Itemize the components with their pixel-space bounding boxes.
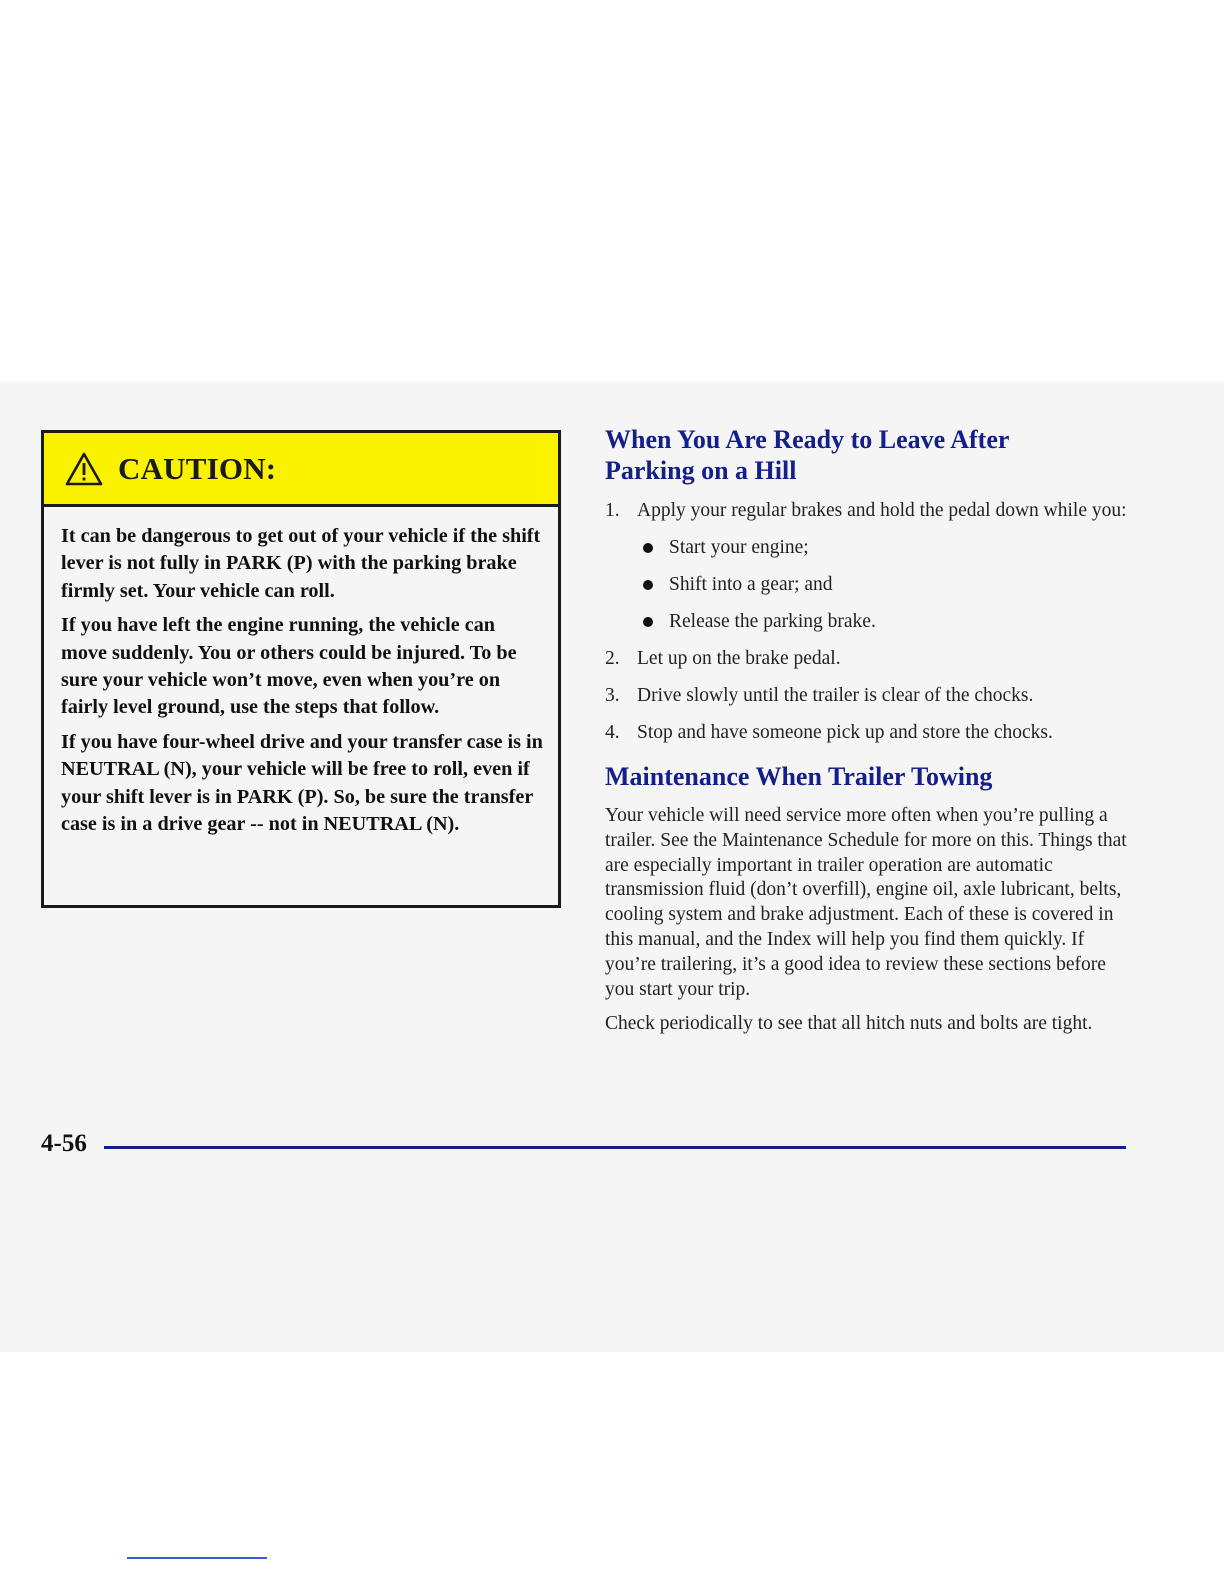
list-item — [605, 498, 1135, 523]
list-item — [605, 535, 1135, 560]
bullet-icon — [643, 543, 653, 553]
step-text: Let up on the brake pedal. — [637, 648, 841, 669]
step-number: 1. — [605, 500, 620, 521]
step-number: 4. — [605, 722, 620, 743]
steps-list-continued — [605, 646, 1135, 745]
caution-paragraph: It can be dangerous to get out of your vehicle if the shift lever is not fully in PARK (P) with the parking brake firmly set. Your vehicle can roll. — [61, 525, 541, 602]
bullet-text: Start your engine; — [669, 537, 809, 558]
list-item — [605, 683, 1135, 708]
warning-triangle-icon — [64, 451, 104, 487]
step-text: Drive slowly until the trailer is clear of the chocks. — [637, 685, 1034, 706]
step-number: 3. — [605, 685, 620, 706]
list-item — [605, 572, 1135, 597]
page-number: 4-56 — [41, 1130, 87, 1157]
step-text: Apply your regular brakes and hold the pedal down while you: — [637, 500, 1127, 521]
steps-list — [605, 498, 1135, 523]
bullet-icon — [643, 617, 653, 627]
step-text: Stop and have someone pick up and store the chocks. — [637, 722, 1053, 743]
bottom-divider — [127, 1557, 267, 1559]
caution-body — [44, 507, 558, 838]
body-paragraph: Check periodically to see that all hitch nuts and bolts are tight. — [605, 1013, 1093, 1035]
section-heading-leave-hill: When You Are Ready to Leave After Parking on a Hill — [605, 425, 1009, 485]
list-item — [605, 720, 1135, 745]
bullet-list — [605, 535, 1135, 634]
caution-paragraph: If you have left the engine running, the vehicle can move suddenly. You or others could be injured. To be sure your vehicle won’t move, even when you’re on fairly level ground, use the steps that follow. — [61, 614, 517, 719]
list-item — [605, 609, 1135, 634]
right-column — [605, 424, 1135, 1037]
bullet-text: Release the parking brake. — [669, 611, 876, 632]
bullet-text: Shift into a gear; and — [669, 574, 833, 595]
footer-rule — [104, 1146, 1126, 1149]
bullet-icon — [643, 580, 653, 590]
section-heading-maintenance: Maintenance When Trailer Towing — [605, 762, 993, 791]
caution-title: CAUTION: — [118, 450, 277, 486]
caution-box — [41, 430, 561, 908]
caution-header — [44, 433, 558, 507]
caution-paragraph: If you have four-wheel drive and your transfer case is in NEUTRAL (N), your vehicle will be free to roll, even if your shift lever is in PARK (P). So, be sure the transfer case is in a drive gear -- not in NEUTRAL (N). — [61, 730, 543, 836]
step-number: 2. — [605, 648, 620, 669]
body-paragraph: Your vehicle will need service more often when you’re pulling a trailer. See the Maintenance Schedule for more on this. Things that are especially important in trailer operation are automatic transmission fluid (don’t overfill), engine oil, axle lubricant, belts, cooling system and brake adjustment. Each of these is covered in this manual, and the Index will help you find them quickly. If you’re trailering, it’s a good idea to review these sections before you start your trip. — [605, 805, 1127, 1000]
list-item — [605, 646, 1135, 671]
